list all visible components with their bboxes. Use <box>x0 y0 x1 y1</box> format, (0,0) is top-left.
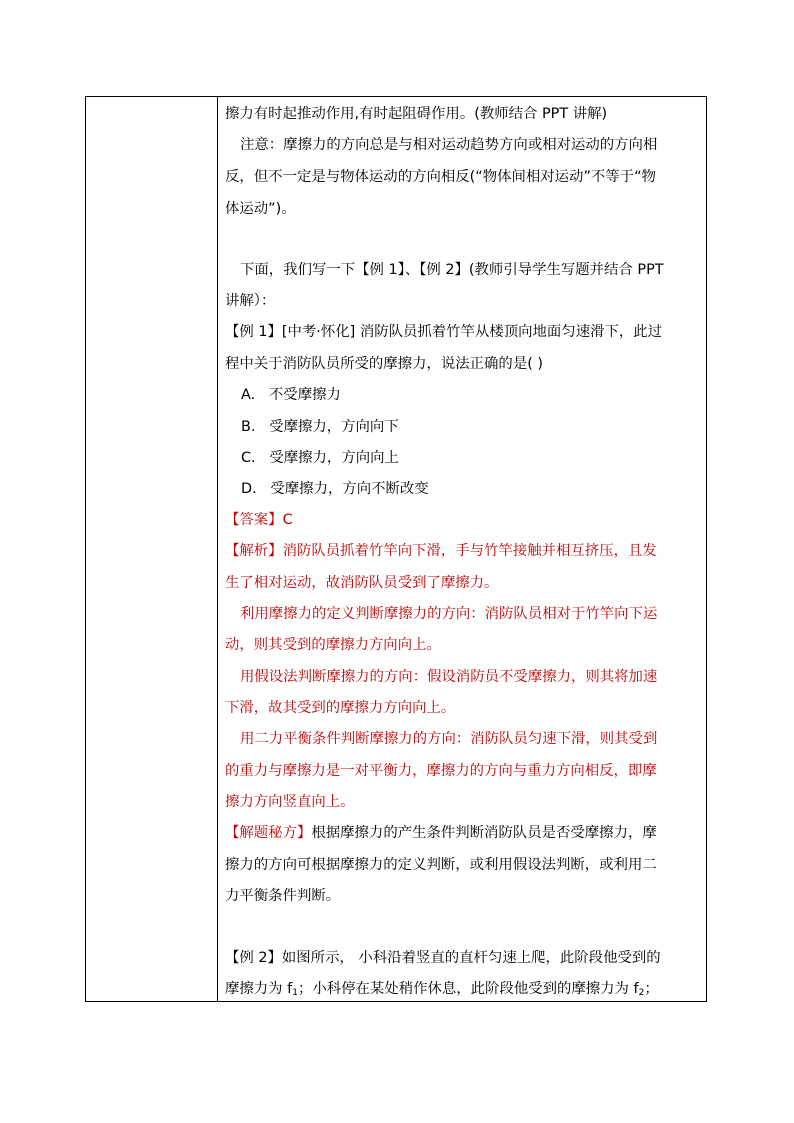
analysis-line: 生了相对运动，故消防队员受到了摩擦力。 <box>225 575 499 591</box>
option-letter: C. <box>241 450 256 466</box>
tip-text: 根据摩擦力的产生条件判断消防队员是否受摩擦力，摩 <box>311 825 657 841</box>
lesson-table <box>85 96 707 1002</box>
example2-text: 摩擦力为 f <box>225 981 293 997</box>
option-text: 受摩擦力，方向向上 <box>269 450 399 466</box>
option-text: 不受摩擦力 <box>268 387 341 403</box>
example2-question <box>225 979 659 999</box>
note-line: 体运动”)。 <box>225 201 296 217</box>
analysis-line: 的重力与摩擦力是一对平衡力，摩擦力的方向与重力方向相反，即摩 <box>225 763 657 779</box>
option-d <box>241 479 429 499</box>
tip-line <box>225 823 657 843</box>
analysis-line: 用二力平衡条件判断摩擦力的方向：消防队员匀速下滑，则其受到 <box>240 731 658 747</box>
option-text: 受摩擦力，方向向下 <box>269 419 399 435</box>
analysis-line: 擦力方向竖直向上。 <box>225 794 355 810</box>
analysis-line <box>225 541 657 561</box>
option-letter: A. <box>241 387 256 403</box>
note-line: 反，但不一定是与物体运动的方向相反(“物体间相对运动”不等于“物 <box>225 169 656 185</box>
answer-value: C <box>282 512 293 528</box>
paragraph-line: 擦力有时起推动作用,有时起阻碍作用。(教师结合 PPT 讲解) <box>225 106 608 122</box>
analysis-label: 【解析】 <box>225 543 283 559</box>
answer-label: 【答案】 <box>225 512 283 528</box>
note-line: 注意：摩擦力的方向总是与相对运动趋势方向或相对运动的方向相 <box>240 137 658 153</box>
tip-line: 力平衡条件判断。 <box>225 888 341 904</box>
subscript: 2 <box>638 988 645 998</box>
subscript: 1 <box>292 988 298 998</box>
option-letter: D. <box>241 481 257 497</box>
tip-line: 擦力的方向可根据摩擦力的定义判断，或利用假设法判断，或利用二 <box>225 857 657 873</box>
intro-line: 讲解）： <box>225 293 276 309</box>
example2-text: ；小科停在某处稍作休息，此阶段他受到的摩擦力为 f <box>297 981 639 997</box>
column-divider <box>217 97 218 1001</box>
answer-line <box>225 510 293 530</box>
analysis-line: 动，则其受到的摩擦力方向向上。 <box>225 637 441 653</box>
example1-question: 【例 1】[中考·怀化] 消防队员抓着竹竿从楼顶向地面匀速滑下，此过 <box>225 324 663 340</box>
option-c <box>241 448 399 468</box>
analysis-line: 用假设法判断摩擦力的方向：假设消防员不受摩擦力，则其将加速 <box>240 669 658 685</box>
example1-question: 程中关于消防队员所受的摩擦力，说法正确的是( ) <box>225 356 544 372</box>
intro-line: 下面，我们写一下【例 1】、【例 2】(教师引导学生写题并结合 PPT <box>240 262 664 278</box>
analysis-line: 利用摩擦力的定义判断摩擦力的方向：消防队员相对于竹竿向下运 <box>240 606 658 622</box>
option-letter: B. <box>241 419 256 435</box>
tip-label: 【解题秘方】 <box>225 825 312 841</box>
example2-text: ； <box>644 981 659 997</box>
option-text: 受摩擦力，方向不断改变 <box>270 481 429 497</box>
analysis-text: 消防队员抓着竹竿向下滑，手与竹竿接触并相互挤压，且发 <box>282 543 657 559</box>
option-b <box>241 417 399 437</box>
analysis-line: 下滑，故其受到的摩擦力方向向上。 <box>225 700 456 716</box>
option-a <box>241 385 341 405</box>
example2-question: 【例 2】如图所示， 小科沿着竖直的直杆匀速上爬，此阶段他受到的 <box>225 950 661 966</box>
